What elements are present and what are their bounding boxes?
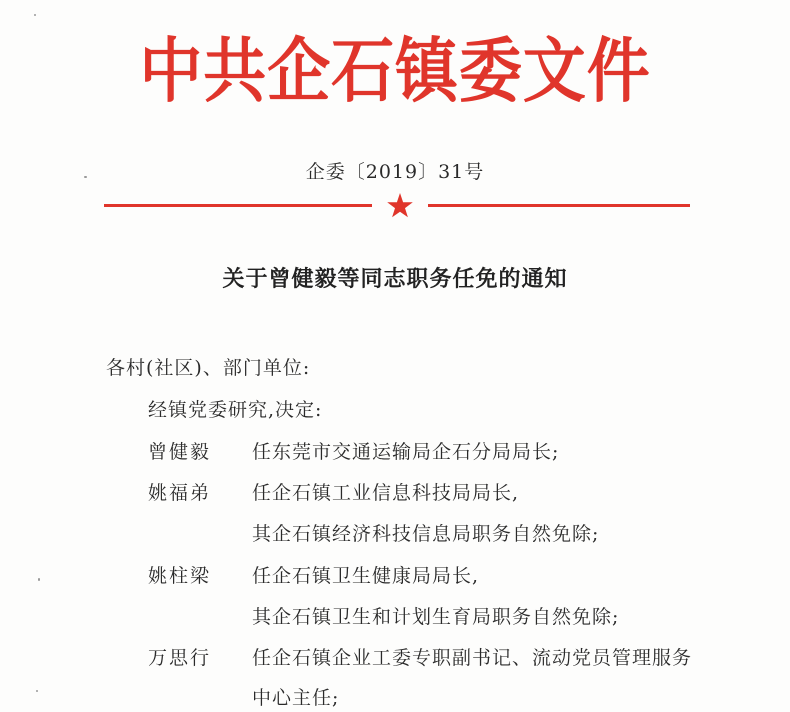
star-icon — [386, 192, 414, 220]
red-divider-left — [104, 204, 372, 207]
intro-text: 经镇党委研究,决定: — [148, 399, 323, 421]
scan-speck — [36, 690, 38, 692]
appointee-name: 万思行 — [148, 647, 212, 669]
appointee-name: 曾健毅 — [148, 441, 212, 463]
scan-speck — [34, 14, 36, 16]
appointment-line: 任企石镇卫生健康局局长, — [252, 565, 480, 587]
red-divider-right — [428, 204, 690, 207]
appointment-line: 任企石镇企业工委专职副书记、流动党员管理服务 — [252, 647, 693, 669]
document-header-title: 中共企石镇委文件 — [139, 30, 651, 112]
appointee-name: 姚柱梁 — [148, 565, 212, 587]
scan-speck — [84, 176, 87, 178]
appointment-line: 任企石镇工业信息科技局局长, — [252, 482, 520, 504]
appointee-name: 姚福弟 — [148, 482, 212, 504]
appointment-line: 任东莞市交通运输局企石分局局长; — [252, 441, 560, 463]
salutation: 各村(社区)、部门单位: — [106, 357, 311, 379]
appointment-line: 其企石镇卫生和计划生育局职务自然免除; — [252, 606, 620, 628]
scan-speck — [38, 578, 40, 581]
document-number: 企委〔2019〕31号 — [305, 161, 485, 183]
appointment-line: 中心主任; — [252, 687, 340, 709]
notice-title: 关于曾健毅等同志职务任免的通知 — [222, 266, 568, 292]
appointment-line: 其企石镇经济科技信息局职务自然免除; — [252, 523, 600, 545]
